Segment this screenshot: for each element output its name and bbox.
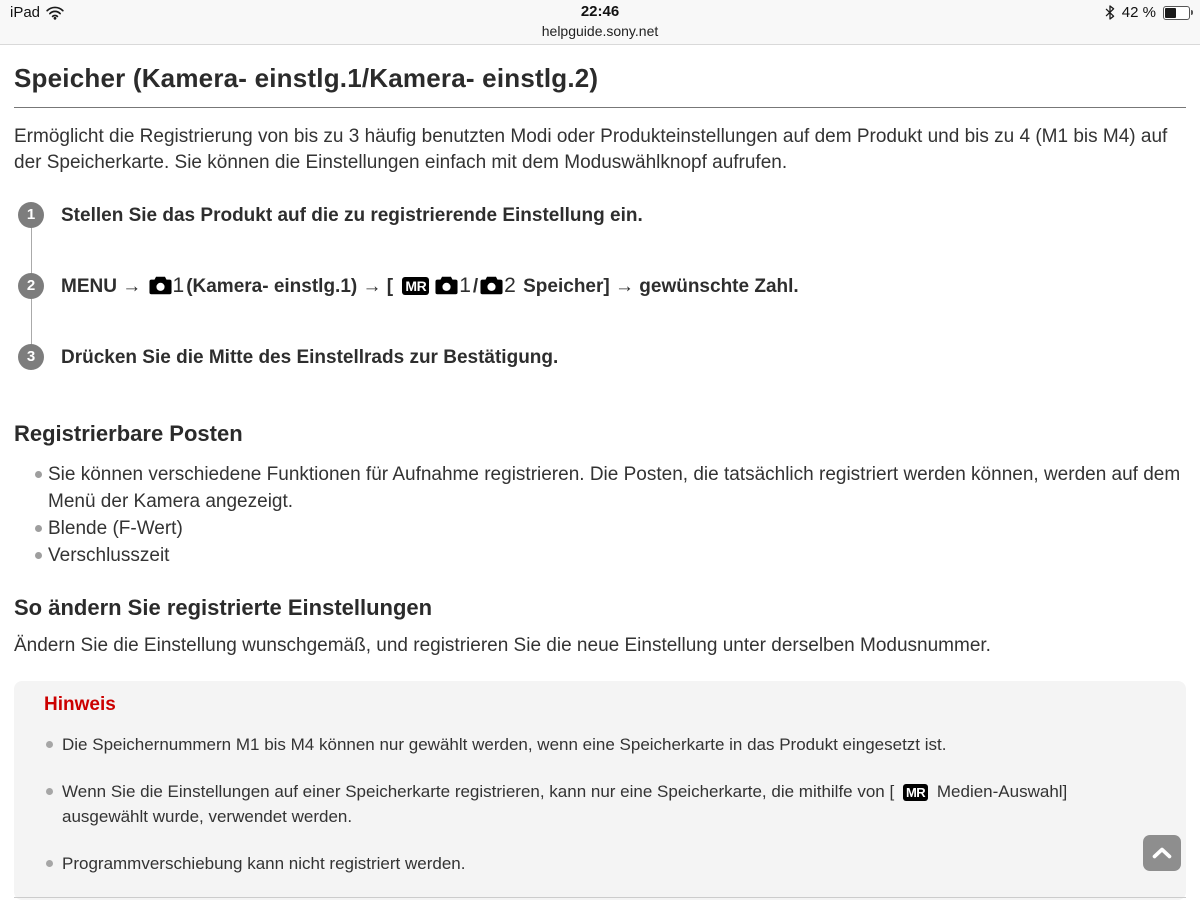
bottom-divider xyxy=(14,897,1186,898)
text-segment: (Kamera- einstlg.1) → [ xyxy=(186,276,399,297)
step-number-badge: 1 xyxy=(18,202,44,228)
clock: 22:46 xyxy=(580,3,620,20)
step-3 xyxy=(18,344,1186,371)
camera-icon-number: 2 xyxy=(504,274,516,297)
main-content xyxy=(0,63,1200,900)
status-bar xyxy=(0,0,1200,45)
text-segment: Die Speichernummern M1 bis M4 können nur gewählt werden, wenn eine Speicherkarte in das Produkt eingesetzt ist. xyxy=(62,735,947,754)
address-bar-url[interactable]: helpguide.sony.net xyxy=(541,23,659,39)
list-item: Blende (F-Wert) xyxy=(48,515,1186,542)
step-text xyxy=(61,344,558,371)
registrable-items-list xyxy=(14,461,1186,569)
step-text xyxy=(61,202,643,229)
text-segment: Drücken Sie die Mitte des Einstellrads zur Bestätigung. xyxy=(61,347,559,368)
step-number-badge: 3 xyxy=(18,344,44,370)
battery-percent: 42 % xyxy=(1121,4,1156,21)
battery-fill xyxy=(1165,8,1176,18)
note-heading: Hinweis xyxy=(44,694,116,715)
note-box xyxy=(14,681,1186,900)
text-segment: Wenn Sie die Einstellungen auf einer Speicherkarte registrieren, kann nur eine Speicherkarte, die mithilfe von [ xyxy=(62,782,899,801)
text-segment: Medien-Auswahl] ausgewählt wurde, verwendet werden. xyxy=(62,782,1068,826)
camera-settings-icon xyxy=(480,275,516,296)
step-1 xyxy=(18,202,1186,229)
registrable-items-heading: Registrierbare Posten xyxy=(14,421,243,446)
list-item: Sie können verschiedene Funktionen für Aufnahme registrieren. Die Posten, die tatsächlich registriert werden können, werden auf dem Menü der Kamera angezeigt. xyxy=(48,461,1186,515)
title-divider xyxy=(14,107,1186,108)
list-item: Verschlusszeit xyxy=(48,542,1186,569)
intro-paragraph: Ermöglicht die Registrierung von bis zu 3 häufig benutzten Modi oder Produkteinstellungen auf dem Produkt und bis zu 4 (M1 bis M4) auf der Speicherkarte. Sie können die Einstellungen einfach mit dem Moduswählknopf aufrufen. xyxy=(14,126,1168,173)
step-text xyxy=(61,273,799,300)
text-segment: / xyxy=(472,276,479,297)
change-settings-paragraph: Ändern Sie die Einstellung wunschgemäß, und registrieren Sie die neue Einstellung unter derselben Modusnummer. xyxy=(14,635,991,656)
note-item xyxy=(62,779,1140,829)
note-item xyxy=(62,732,1140,757)
chevron-up-icon xyxy=(1152,847,1172,859)
note-list xyxy=(44,732,1140,876)
camera-icon-number: 1 xyxy=(172,274,185,297)
step-number-badge: 2 xyxy=(18,273,44,299)
status-right xyxy=(1105,4,1190,21)
camera-icon-number: 1 xyxy=(459,274,471,297)
bluetooth-icon xyxy=(1105,5,1115,20)
instruction-steps xyxy=(14,202,1186,371)
camera-settings-icon xyxy=(435,275,471,296)
text-segment: Speicher] → gewünschte Zahl. xyxy=(517,276,799,297)
mr-memory-recall-icon: MR xyxy=(402,277,429,295)
device-label: iPad xyxy=(10,4,41,21)
scroll-to-top-button[interactable] xyxy=(1143,835,1181,871)
battery-icon xyxy=(1163,6,1190,20)
mr-memory-recall-icon: MR xyxy=(903,784,928,801)
camera-settings-icon xyxy=(149,275,185,296)
page-title: Speicher (Kamera- einstlg.1/Kamera- einstlg.2) xyxy=(14,63,599,93)
change-settings-heading: So ändern Sie registrierte Einstellungen xyxy=(14,595,433,620)
note-item xyxy=(62,851,1140,876)
battery-nub xyxy=(1191,10,1194,15)
status-center xyxy=(0,3,1200,40)
text-segment: Programmverschiebung kann nicht registriert werden. xyxy=(62,854,466,873)
step-2 xyxy=(18,273,1186,300)
text-segment: Stellen Sie das Produkt auf die zu registrierende Einstellung ein. xyxy=(61,205,643,226)
text-segment: MENU → xyxy=(61,276,147,297)
